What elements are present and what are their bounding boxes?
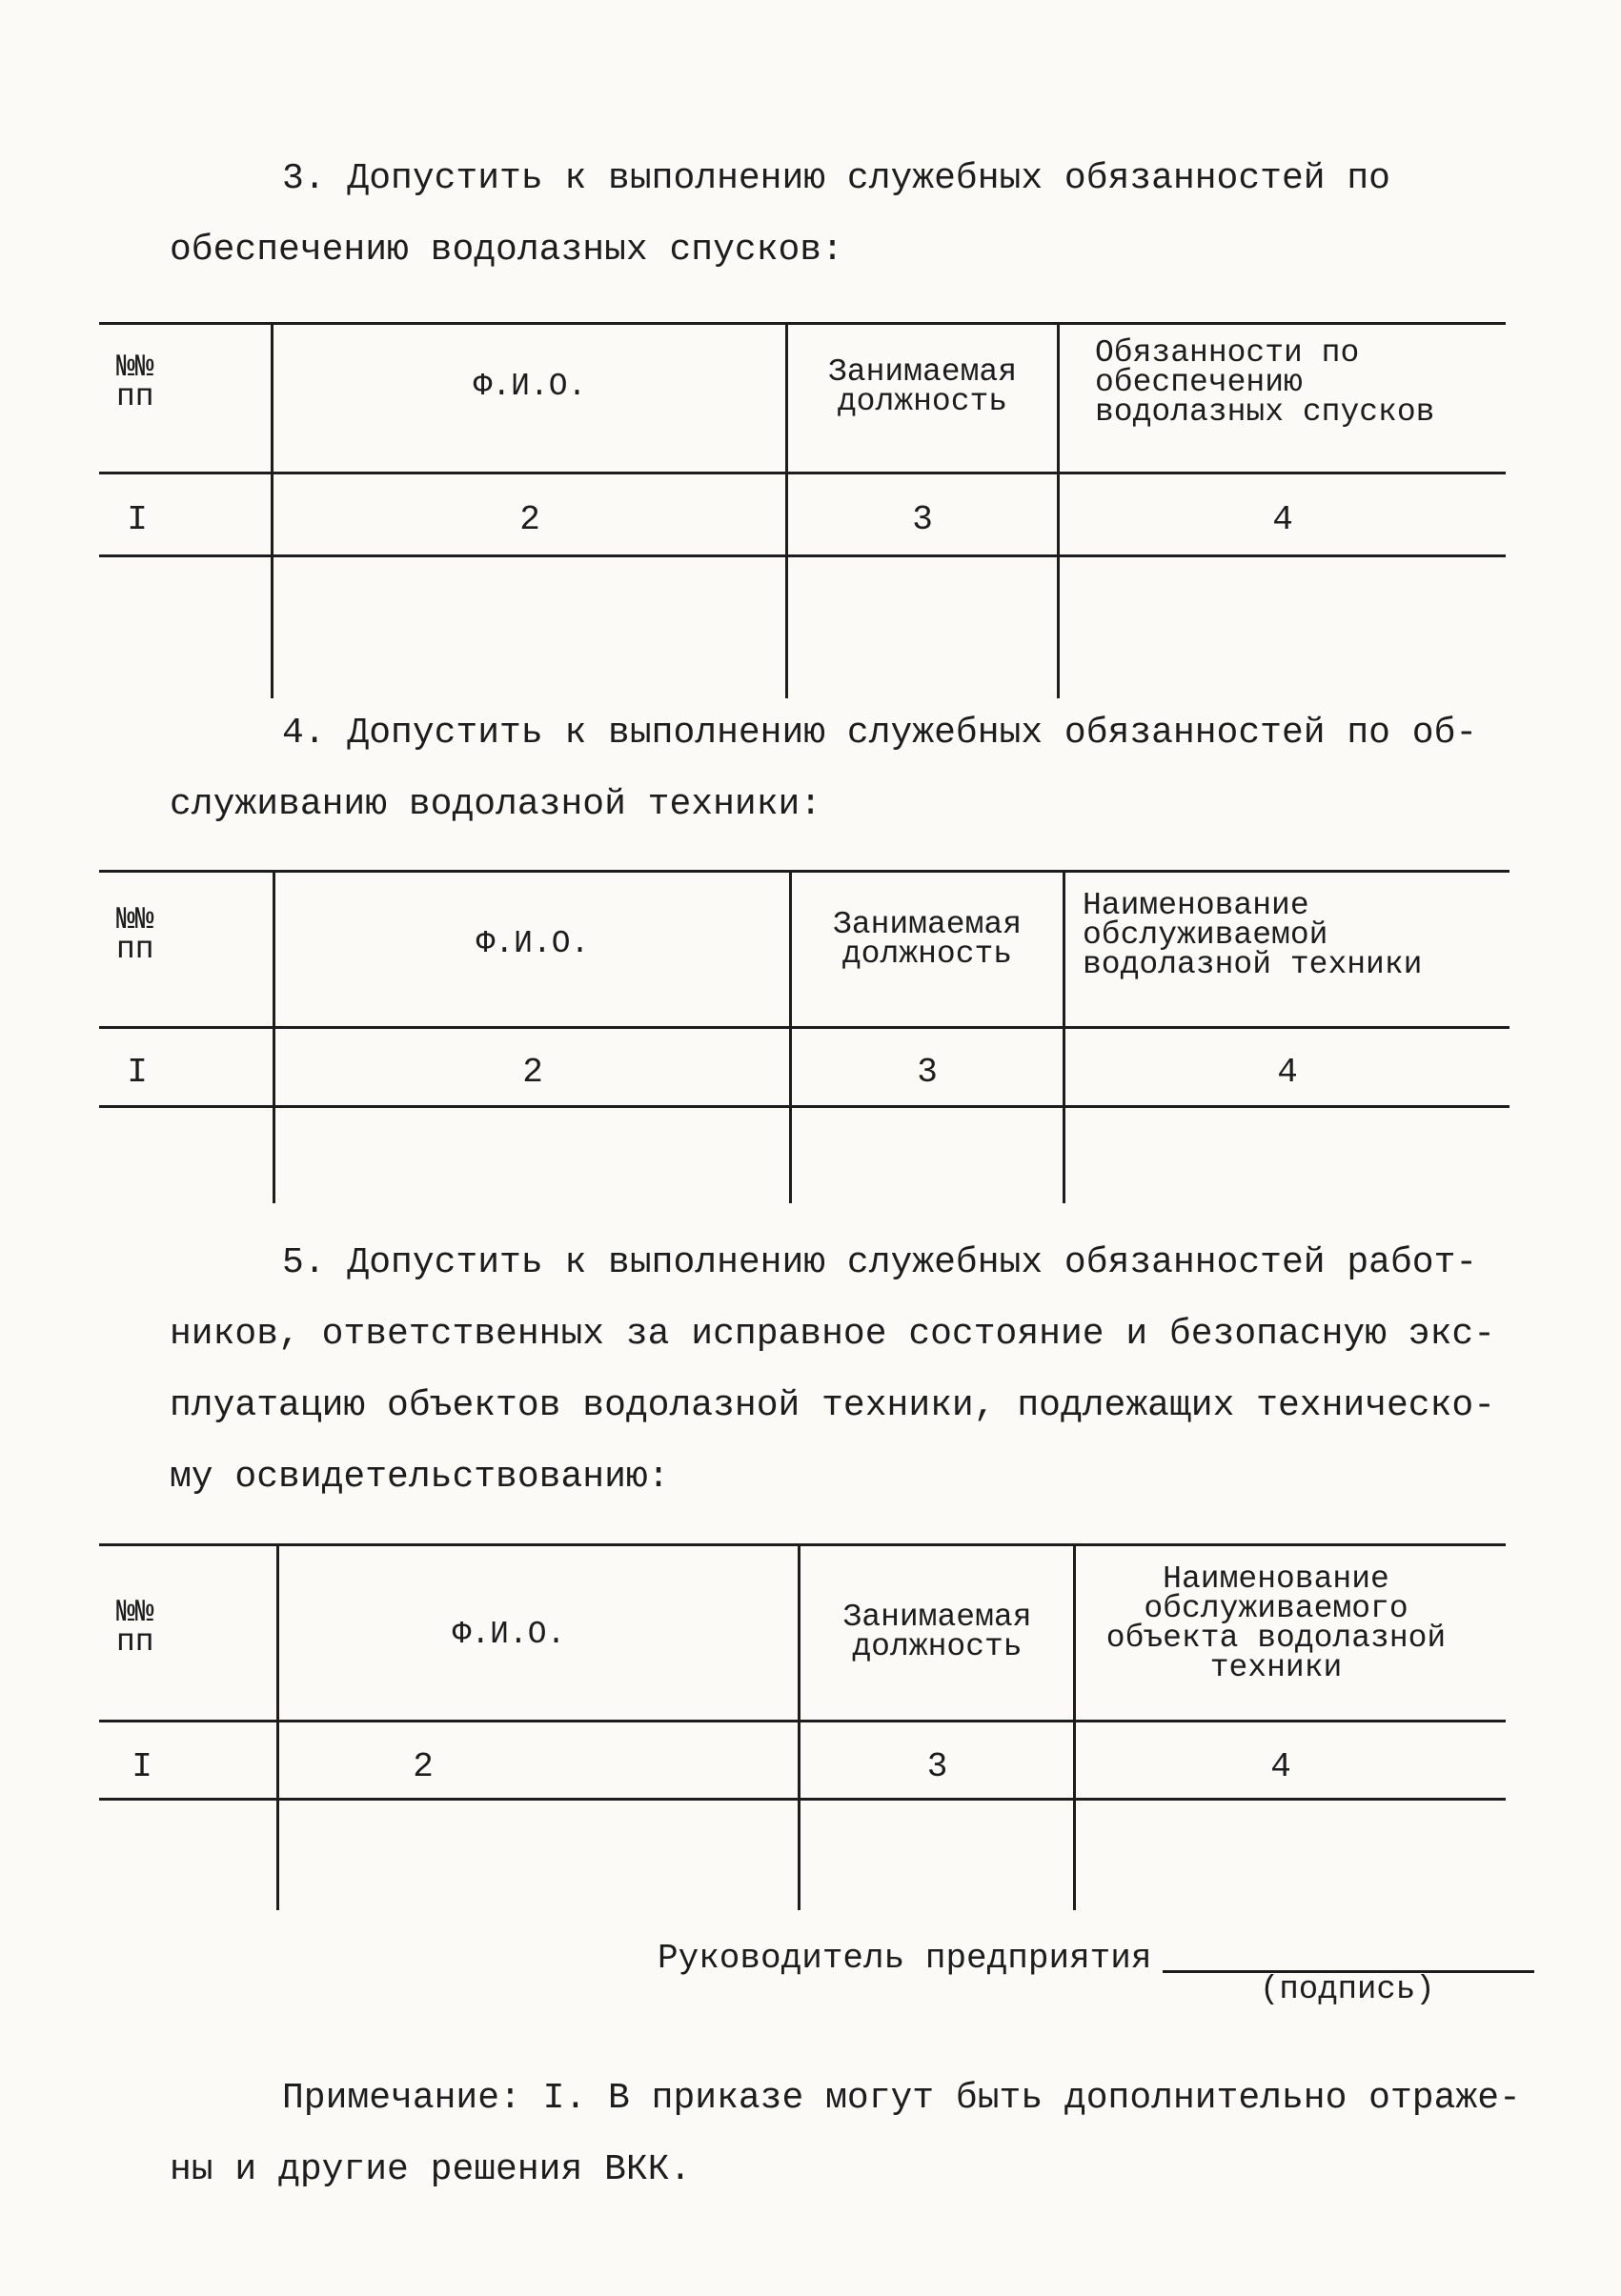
column-number-1: I [132,1747,152,1786]
header-number: №№ пп [116,350,154,414]
header-number: №№ пп [116,902,154,967]
column-number-4: 4 [1277,1053,1298,1092]
section-5-line-4: му освидетельствованию: [170,1457,670,1498]
table-rule [99,1798,1506,1801]
table-column-divider [276,1543,279,1910]
table-rule [99,472,1506,474]
signature-caption: (подпись) [1260,1972,1435,2008]
section-5-paragraph [170,1227,1496,1513]
header-position: Занимаемая должность [832,907,1023,972]
table-equipment-objects [99,1536,1506,1945]
column-number-1: I [127,500,148,539]
note-line-1: Примечание: I. В приказе могут быть дополнительно отраже- [282,2078,1521,2119]
section-5-line-2: ников, ответственных за исправное состояние и безопасную экс- [170,1314,1496,1355]
table-column-divider [271,322,274,698]
column-number-4: 4 [1270,1747,1291,1786]
header-position: Занимаемая должность [827,354,1018,419]
table-column-divider [798,1543,800,1910]
header-full-name: Ф.И.О. [476,926,590,961]
table-column-divider [273,870,275,1203]
table-rule [99,870,1510,873]
column-number-3: 3 [912,500,933,539]
table-rule [99,1720,1506,1722]
table-diving-descents [99,314,1506,724]
table-rule [99,1543,1506,1546]
table-diving-equipment [99,862,1510,1272]
header-object-name: Наименование обслуживаемого объекта водолазной техники [1105,1561,1447,1685]
column-number-2: 2 [519,500,540,539]
section-4-line-1: 4. Допустить к выполнению служебных обязанностей по об- [282,713,1478,754]
column-number-2: 2 [522,1053,543,1092]
table-rule [99,1105,1510,1108]
note-line-2: ны и другие решения ВКК. [170,2149,692,2190]
table-column-divider [789,870,792,1203]
header-position: Занимаемая должность [842,1600,1032,1664]
header-full-name: Ф.И.О. [473,369,587,404]
note-paragraph [170,2063,1521,2205]
table-column-divider [785,322,788,698]
section-4-line-2: служиванию водолазной техники: [170,784,822,825]
table-column-divider [1063,870,1065,1203]
table-column-divider [1073,1543,1076,1910]
section-3-paragraph [170,143,1466,286]
section-5-line-1: 5. Допустить к выполнению служебных обязанностей работ- [282,1242,1478,1283]
signature-label: Руководитель предприятия [658,1939,1152,1978]
section-3-line-1: 3. Допустить к выполнению служебных обязанностей по [282,158,1390,199]
table-rule [99,554,1506,557]
section-5-line-3: плуатацию объектов водолазной техники, подлежащих техническо- [170,1385,1496,1426]
column-number-4: 4 [1272,500,1293,539]
section-4-paragraph [170,697,1478,840]
header-full-name: Ф.И.О. [452,1617,566,1652]
column-number-1: I [127,1053,148,1092]
header-number: №№ пп [116,1595,154,1660]
table-rule [99,322,1506,325]
column-number-3: 3 [917,1053,938,1092]
column-number-2: 2 [413,1747,434,1786]
table-rule [99,1026,1510,1029]
section-3-line-2: обеспечению водолазных спусков: [170,230,843,271]
header-duties: Обязанности по обеспечению водолазных спусков [1095,335,1435,430]
header-equipment-name: Наименование обслуживаемой водолазной техники [1083,888,1423,982]
column-number-3: 3 [926,1747,948,1786]
